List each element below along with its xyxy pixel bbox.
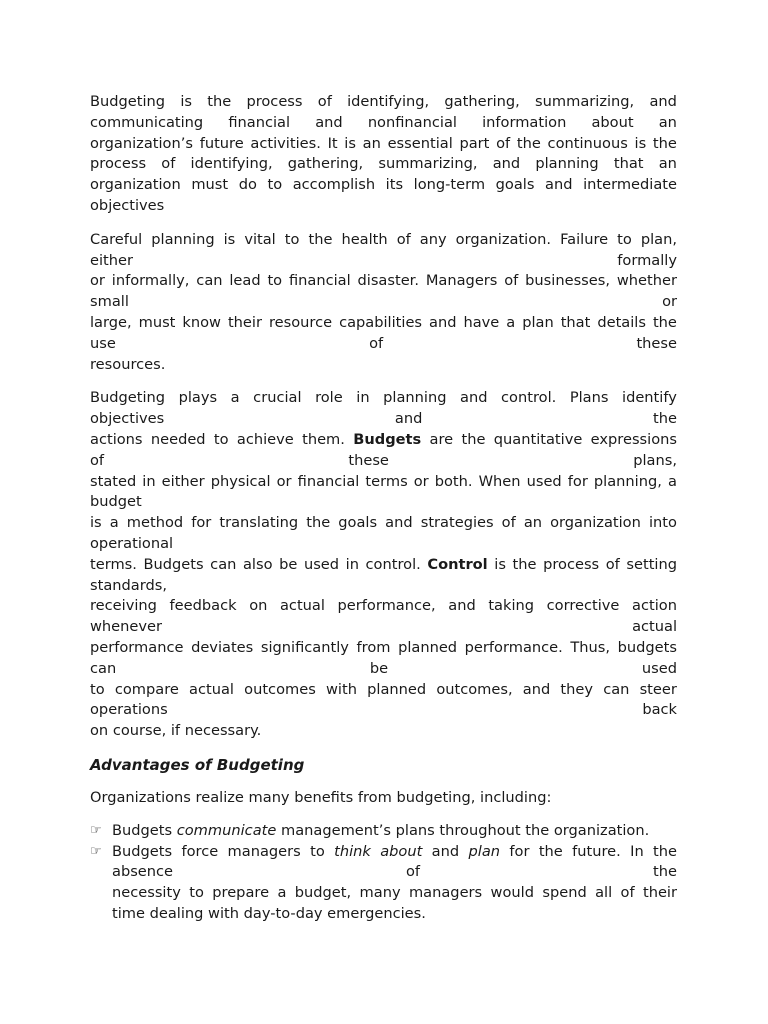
text-run: terms. Budgets can also be used in control.: [90, 555, 428, 573]
word: do: [238, 176, 257, 194]
text-line: [90, 596, 677, 617]
text-line: [90, 451, 677, 472]
word: organization: [90, 176, 181, 194]
word: Failure: [560, 230, 609, 248]
text-line: [90, 271, 677, 292]
word: and: [385, 514, 413, 532]
word: communicating: [90, 113, 204, 131]
word: performance,: [337, 597, 436, 615]
word: would: [490, 884, 534, 902]
word: be: [369, 659, 389, 677]
word: vital: [244, 230, 276, 248]
word: continuous: [547, 134, 628, 152]
word: and: [460, 389, 488, 407]
text-line: [90, 555, 677, 576]
word: the: [652, 313, 677, 331]
word: either: [90, 251, 133, 269]
word: used: [641, 659, 677, 677]
word: their: [642, 884, 677, 902]
text-line: on course, if necessary.: [90, 722, 262, 740]
word: or: [413, 472, 429, 490]
word: can: [90, 659, 117, 677]
word: whenever: [90, 618, 163, 636]
word: actual: [189, 680, 234, 698]
word: goals: [495, 176, 535, 194]
word: planning: [151, 230, 215, 248]
word: about: [591, 113, 634, 131]
paragraph-careful-planning: [90, 230, 677, 376]
word: of: [406, 863, 421, 881]
word: to: [284, 230, 300, 248]
word: physical: [210, 472, 271, 490]
word: these: [348, 451, 389, 469]
word: spend: [542, 884, 587, 902]
word: large,: [90, 313, 132, 331]
text-line: [90, 334, 677, 355]
word: informally,: [111, 272, 190, 290]
word: either: [161, 472, 205, 490]
word: strategies: [420, 514, 494, 532]
word: Thus,: [570, 638, 611, 656]
word: of: [396, 230, 411, 248]
word: can: [603, 680, 630, 698]
word: use: [90, 334, 116, 352]
word: to: [617, 230, 632, 248]
word: and: [649, 93, 677, 110]
word: receiving: [90, 597, 157, 615]
word: the: [653, 410, 677, 428]
word: formally: [617, 251, 677, 269]
text-line: standards,: [90, 576, 167, 594]
word: must: [138, 313, 176, 331]
text-line: [112, 883, 677, 904]
word: planning: [535, 155, 599, 173]
text-line: [90, 113, 677, 134]
word: plan: [522, 313, 554, 331]
text-line: [90, 680, 677, 701]
word: or: [90, 272, 105, 290]
term-control: Control: [427, 555, 488, 573]
emphasis: communicate: [176, 821, 277, 839]
intro-text: Organizations realize many benefits from budgeting, including:: [90, 788, 552, 806]
word: Budgeting: [90, 389, 166, 407]
word: many: [359, 884, 401, 902]
word: managers: [408, 884, 483, 902]
word: method: [126, 514, 184, 532]
word: crucial: [253, 389, 302, 407]
word: part: [459, 134, 490, 152]
word: planning: [383, 389, 447, 407]
paragraph-planning-and-control: [90, 388, 677, 742]
text-line: [90, 92, 677, 113]
word: businesses,: [525, 272, 610, 290]
word: identify: [622, 389, 677, 407]
word: capabilities: [339, 313, 423, 331]
text-line: [90, 659, 677, 680]
word: summarizing,: [378, 155, 478, 173]
word: both.: [434, 472, 473, 490]
word: must: [191, 176, 229, 194]
text-line: [90, 700, 677, 721]
word: the: [653, 863, 677, 881]
word: actual: [632, 618, 677, 636]
word: essential: [387, 134, 453, 152]
text-line: [90, 313, 677, 334]
pointing-hand-icon: ☞: [90, 822, 102, 838]
word: an: [658, 113, 677, 131]
word: whether: [616, 272, 677, 290]
word: resource: [268, 313, 333, 331]
word: activities.: [250, 134, 321, 152]
word: that: [560, 313, 591, 331]
word: outcomes: [244, 680, 316, 698]
pointing-hand-icon: ☞: [90, 843, 102, 859]
text-run: are the quantitative expressions: [421, 430, 677, 448]
word: and: [315, 113, 343, 131]
word: on: [249, 597, 268, 615]
word: of: [161, 155, 176, 173]
word: these: [636, 334, 677, 352]
word: stated: [90, 472, 137, 490]
word: to: [267, 272, 283, 290]
word: taking: [488, 597, 535, 615]
text-line: [90, 409, 677, 430]
word: translating: [219, 514, 299, 532]
word: Budgeting: [90, 93, 166, 110]
text-line: objectives: [90, 196, 165, 214]
emphasis: think about: [334, 842, 423, 860]
word: plays: [178, 389, 218, 407]
word: have: [463, 313, 500, 331]
word: summarizing,: [535, 93, 635, 110]
word: can: [196, 272, 223, 290]
word: of: [501, 514, 516, 532]
word: process: [246, 93, 303, 110]
text-line: [90, 388, 677, 409]
word: of: [369, 334, 384, 352]
word: a: [109, 514, 119, 532]
text-line: [90, 175, 677, 196]
word: terms: [365, 472, 408, 490]
word: gathering,: [444, 93, 520, 110]
text-line: resources.: [90, 355, 166, 373]
text-line: [90, 251, 677, 272]
word: of: [620, 884, 635, 902]
text-line: [90, 617, 677, 638]
word: an: [362, 134, 381, 152]
word: health: [341, 230, 388, 248]
word: prepare: [212, 884, 270, 902]
word: a: [230, 389, 240, 407]
word: is: [344, 134, 356, 152]
text-run: and: [422, 842, 469, 860]
word: the: [207, 93, 232, 110]
word: small: [90, 293, 129, 311]
document-page: [90, 92, 677, 925]
text-line: [90, 513, 677, 534]
word: nonfinancial: [367, 113, 457, 131]
word: compare: [114, 680, 179, 698]
word: identifying,: [347, 93, 430, 110]
word: information: [482, 113, 567, 131]
word: and: [545, 176, 573, 194]
word: outcomes,: [436, 680, 513, 698]
word: long-term: [413, 176, 486, 194]
word: they: [560, 680, 594, 698]
word: intermediate: [583, 176, 677, 194]
text-line: [112, 821, 677, 842]
text-line: budget: [90, 493, 142, 511]
word: or: [276, 472, 292, 490]
word: actual: [279, 597, 325, 615]
word: back: [642, 701, 677, 719]
word: goals: [338, 514, 378, 532]
word: an: [658, 155, 677, 173]
word: plans,: [633, 451, 677, 469]
word: is: [223, 230, 236, 248]
word: any: [419, 230, 447, 248]
text-line: [112, 862, 677, 883]
text-line: operational: [90, 534, 174, 552]
word: budgets: [617, 638, 677, 656]
word: Careful: [90, 230, 143, 248]
word: lead: [229, 272, 261, 290]
word: operations: [90, 701, 168, 719]
word: feedback: [169, 597, 237, 615]
word: and: [394, 410, 423, 428]
word: in: [356, 389, 370, 407]
word: a: [277, 884, 287, 902]
text-run: management’s plans throughout the organization.: [276, 821, 650, 839]
text-line: [90, 430, 677, 451]
term-budgets: Budgets: [353, 430, 422, 448]
list-item: [90, 821, 677, 842]
word: accomplish: [292, 176, 376, 194]
word: financial: [228, 113, 291, 131]
word: objectives: [90, 410, 165, 428]
word: It: [327, 134, 338, 152]
word: is: [634, 134, 647, 152]
word: all: [595, 884, 613, 902]
word: of: [317, 93, 332, 110]
word: with: [325, 680, 357, 698]
list-item: [90, 842, 677, 925]
text-line: time dealing with day-to-day emergencies.: [112, 904, 426, 922]
word: disaster.: [357, 272, 419, 290]
word: a: [667, 472, 677, 490]
word: to: [90, 680, 105, 698]
word: identifying,: [190, 155, 273, 173]
word: organization’s: [90, 134, 193, 152]
word: performance.: [464, 638, 563, 656]
word: for: [567, 472, 588, 490]
text-run: is the process of setting: [487, 555, 678, 573]
text-line: [112, 842, 677, 863]
word: organization: [550, 514, 641, 532]
word: of: [90, 451, 105, 469]
word: Plans: [569, 389, 609, 407]
word: a: [506, 313, 516, 331]
word: is: [180, 93, 192, 110]
word: its: [385, 176, 404, 194]
word: for: [191, 514, 212, 532]
word: role: [315, 389, 343, 407]
word: necessity: [112, 884, 181, 902]
word: into: [648, 514, 677, 532]
word: steer: [639, 680, 677, 698]
text-line: [90, 134, 677, 155]
word: Managers: [425, 272, 498, 290]
text-run: actions needed to achieve them.: [90, 430, 354, 448]
word: the: [306, 514, 331, 532]
text-run: Budgets: [112, 821, 177, 839]
word: organization.: [455, 230, 552, 248]
word: the: [652, 134, 677, 152]
word: or: [662, 293, 677, 311]
word: their: [227, 313, 262, 331]
text-line: [90, 292, 677, 313]
word: the: [308, 230, 333, 248]
word: gathering,: [287, 155, 364, 173]
word: performance: [90, 638, 184, 656]
word: deviates: [191, 638, 254, 656]
paragraph-budgeting-definition: [90, 92, 677, 217]
word: the: [516, 134, 541, 152]
word: financial: [288, 272, 351, 290]
word: When: [478, 472, 521, 490]
word: and: [492, 155, 521, 173]
word: details: [597, 313, 646, 331]
text-run: Budgets force managers to: [112, 842, 335, 860]
word: that: [613, 155, 644, 173]
word: financial: [297, 472, 360, 490]
text-line: [90, 230, 677, 251]
word: process: [90, 155, 147, 173]
word: future: [199, 134, 244, 152]
word: an: [523, 514, 543, 532]
word: and: [522, 680, 551, 698]
word: planned: [398, 638, 458, 656]
word: and: [448, 597, 476, 615]
word: budget,: [294, 884, 352, 902]
word: used: [526, 472, 562, 490]
word: corrective: [546, 597, 620, 615]
word: absence: [112, 863, 174, 881]
word: in: [142, 472, 156, 490]
word: know: [182, 313, 221, 331]
word: from: [356, 638, 391, 656]
word: plan,: [640, 230, 677, 248]
emphasis: plan: [468, 842, 501, 860]
word: is: [90, 514, 102, 532]
word: significantly: [260, 638, 349, 656]
benefits-list: [90, 821, 677, 925]
word: planned: [367, 680, 427, 698]
word: and: [429, 313, 457, 331]
word: action: [632, 597, 677, 615]
section-heading: Advantages of Budgeting: [90, 755, 305, 774]
text-line: [90, 154, 677, 175]
word: of: [496, 134, 511, 152]
text-line: [90, 638, 677, 659]
word: of: [504, 272, 519, 290]
text-run: for the future. In the: [500, 842, 678, 860]
word: control.: [501, 389, 557, 407]
word: planning,: [593, 472, 662, 490]
word: to: [267, 176, 283, 194]
text-line: [90, 472, 677, 493]
word: to: [189, 884, 204, 902]
